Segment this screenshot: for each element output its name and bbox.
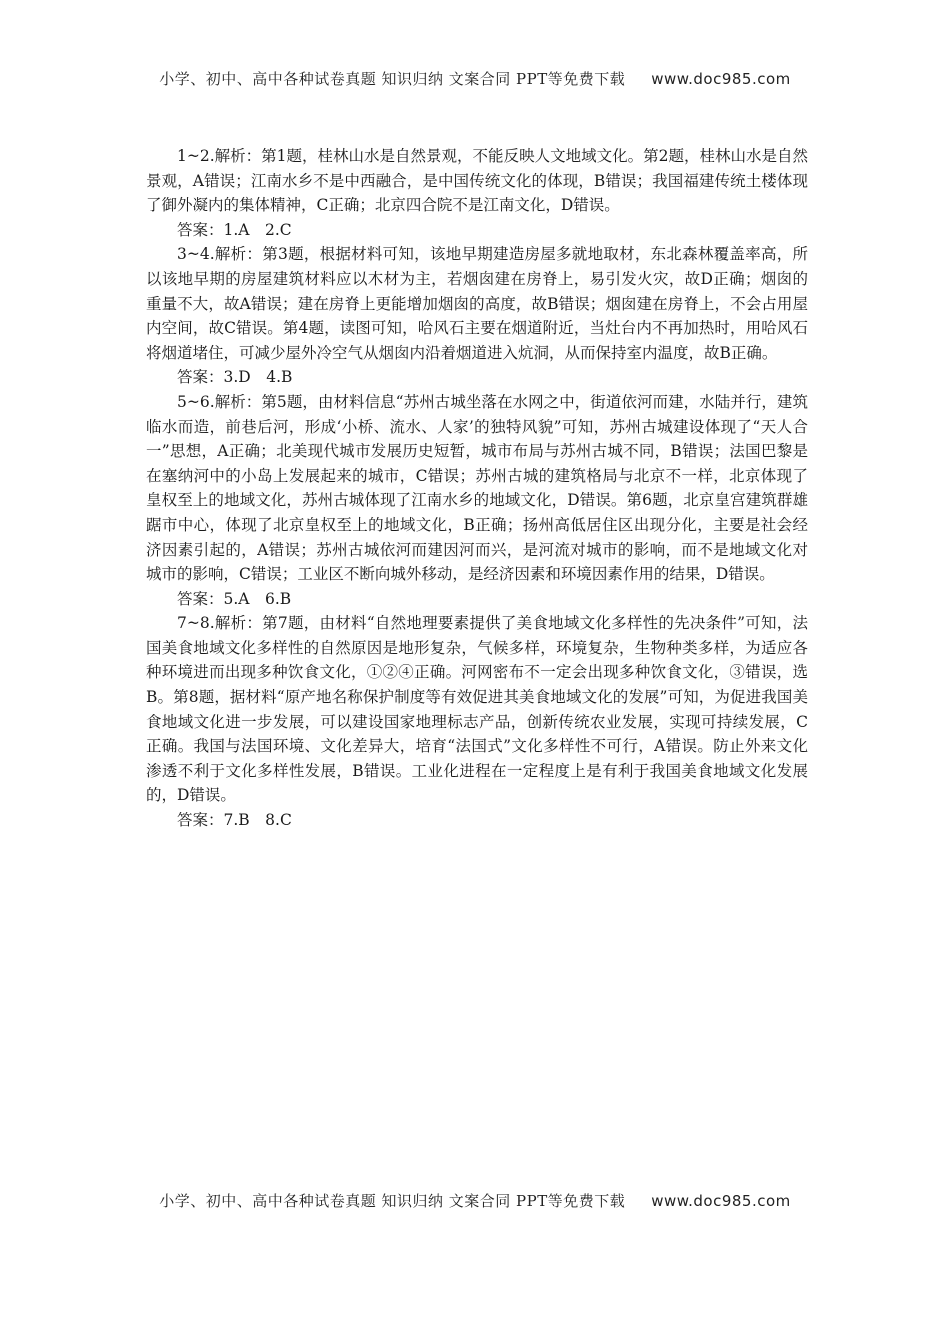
answer-line-7-8: 答案：7.B 8.C bbox=[177, 811, 292, 830]
answer-line-1-2: 答案：1.A 2.C bbox=[177, 220, 292, 239]
analysis-paragraph-3-4: 3~4.解析：第3题，根据材料可知，该地早期建造房屋多就地取材，东北森林覆盖率高，所以该地早期的房屋建筑材料应以木材为主，若烟囱建在房脊上，易引发火灾，故D正确；烟囱的重量不大，故A错误；建在房脊上更能增加烟囱的高度，故B错误；烟囱建在房脊上，不会占用屋内空间，故C错误。第4题，读图可知，哈风石主要在烟道附近，当灶台内不再加热时，用哈风石将烟道堵住，可减少屋外冷空气从烟囱内沿着烟道进入炕洞，从而保持室内温度，故B正确。 bbox=[146, 245, 808, 362]
answer-line-3-4: 答案：3.D 4.B bbox=[177, 368, 293, 387]
header-text: 小学、初中、高中各种试卷真题 知识归纳 文案合同 PPT等免费下载 bbox=[159, 70, 626, 88]
page-footer bbox=[0, 1190, 950, 1211]
analysis-paragraph-1-2: 1~2.解析：第1题，桂林山水是自然景观，不能反映人文地域文化。第2题，桂林山水是自然景观，A错误；江南水乡不是中西融合，是中国传统文化的体现，B错误；我国福建传统土楼体现了御外凝内的集体精神，C正确；北京四合院不是江南文化，D错误。 bbox=[146, 147, 808, 215]
footer-text: 小学、初中、高中各种试卷真题 知识归纳 文案合同 PPT等免费下载 bbox=[159, 1192, 626, 1210]
analysis-paragraph-7-8: 7~8.解析：第7题，由材料“自然地理要素提供了美食地域文化多样性的先决条件”可知，法国美食地域文化多样性的自然原因是地形复杂，气候多样，环境复杂，生物种类多样，为适应各种环境进而出现多种饮食文化，①②④正确。河网密布不一定会出现多种饮食文化，③错误，选B。第8题，据材料“原产地名称保护制度等有效促进其美食地域文化的发展”可知，为促进我国美食地域文化进一步发展，可以建设国家地理标志产品，创新传统农业发展，实现可持续发展，C正确。我国与法国环境、文化差异大，培育“法国式”文化多样性不可行，A错误。防止外来文化渗透不利于文化多样性发展，B错误。工业化进程在一定程度上是有利于我国美食地域文化发展的，D错误。 bbox=[146, 614, 808, 805]
footer-site-link[interactable]: www.doc985.com bbox=[651, 1192, 791, 1210]
document-body bbox=[146, 144, 808, 833]
answer-line-5-6: 答案：5.A 6.B bbox=[177, 589, 292, 608]
page-header bbox=[0, 68, 950, 89]
analysis-paragraph-5-6: 5~6.解析：第5题，由材料信息“苏州古城坐落在水网之中，街道依河而建，水陆并行，建筑临水而造，前巷后河，形成‘小桥、流水、人家’的独特风貌”可知，苏州古城建设体现了“天人合一”思想，A正确；北美现代城市发展历史短暂，城市布局与苏州古城不同，B错误；法国巴黎是在塞纳河中的小岛上发展起来的城市，C错误；苏州古城的建筑格局与北京不一样，北京体现了皇权至上的地域文化，苏州古城体现了江南水乡的地域文化，D错误。第6题，北京皇宫建筑群雄踞市中心，体现了北京皇权至上的地域文化，B正确；扬州高低居住区出现分化，主要是社会经济因素引起的，A错误；苏州古城依河而建因河而兴，是河流对城市的影响，而不是地域文化对城市的影响，C错误；工业区不断向城外移动，是经济因素和环境因素作用的结果，D错误。 bbox=[146, 392, 808, 584]
header-site-link[interactable]: www.doc985.com bbox=[651, 70, 791, 88]
